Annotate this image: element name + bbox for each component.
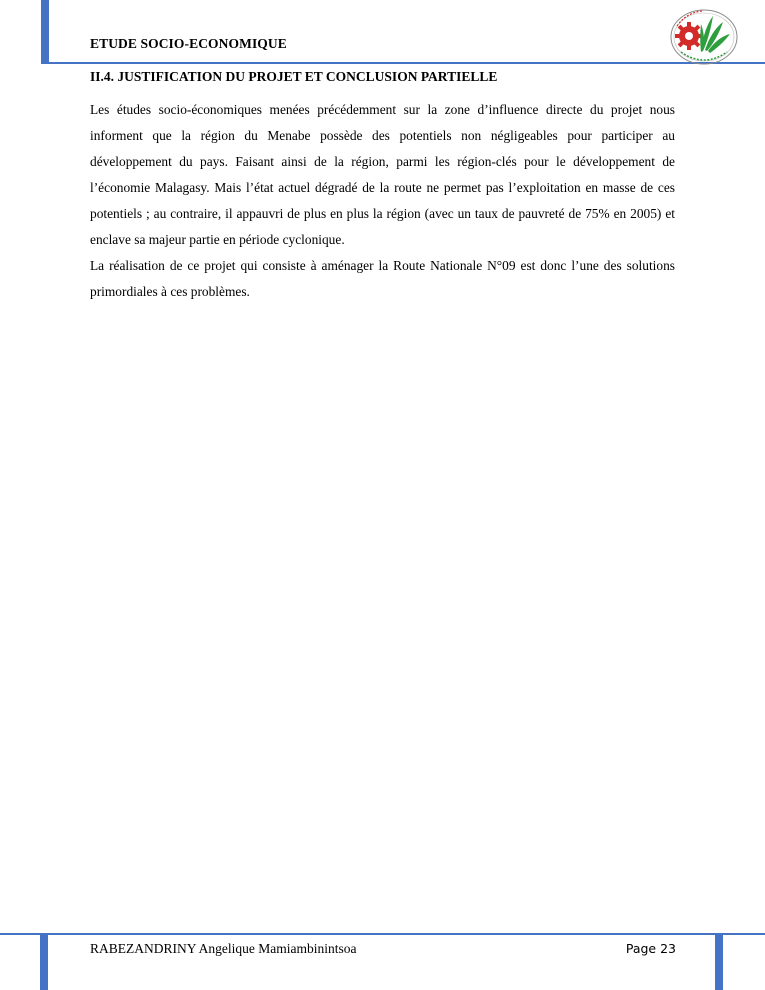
footer-accent-bar-right (715, 935, 723, 990)
running-header-title: ETUDE SOCIO-ECONOMIQUE (90, 36, 287, 51)
header-rule (41, 62, 765, 64)
body-text (90, 97, 675, 305)
paragraph-1: Les études socio-économiques menées précédemment sur la zone d’influence directe du projet nous informent que la région du Menabe possède des potentiels non négligeables pour participer au développement du pays. Faisant ainsi de la région, parmi les région-clés pour le développement de l’économie Malagasy. Mais l’état actuel dégradé de la route ne permet pas l’exploitation en masse de ces potentiels ; au contraire, il appauvri de plus en plus la région (avec un taux de pauvreté de 75% en 2005) et enclave sa majeur partie en période cyclonique. (90, 102, 675, 247)
footer-author-name: RABEZANDRINY Angelique Mamiambinintsoa (90, 941, 357, 956)
page-number: Page 23 (625, 941, 676, 956)
header-accent-bar (41, 0, 49, 62)
section-heading: II.4. JUSTIFICATION DU PROJET ET CONCLUSION PARTIELLE (90, 69, 498, 84)
footer-accent-bar-left (40, 935, 48, 990)
paragraph-2: La réalisation de ce projet qui consiste à aménager la Route Nationale N°09 est donc l’une des solutions primordiales à ces problèmes. (90, 258, 675, 299)
institution-logo-icon (667, 6, 739, 66)
footer-rule (0, 933, 765, 935)
